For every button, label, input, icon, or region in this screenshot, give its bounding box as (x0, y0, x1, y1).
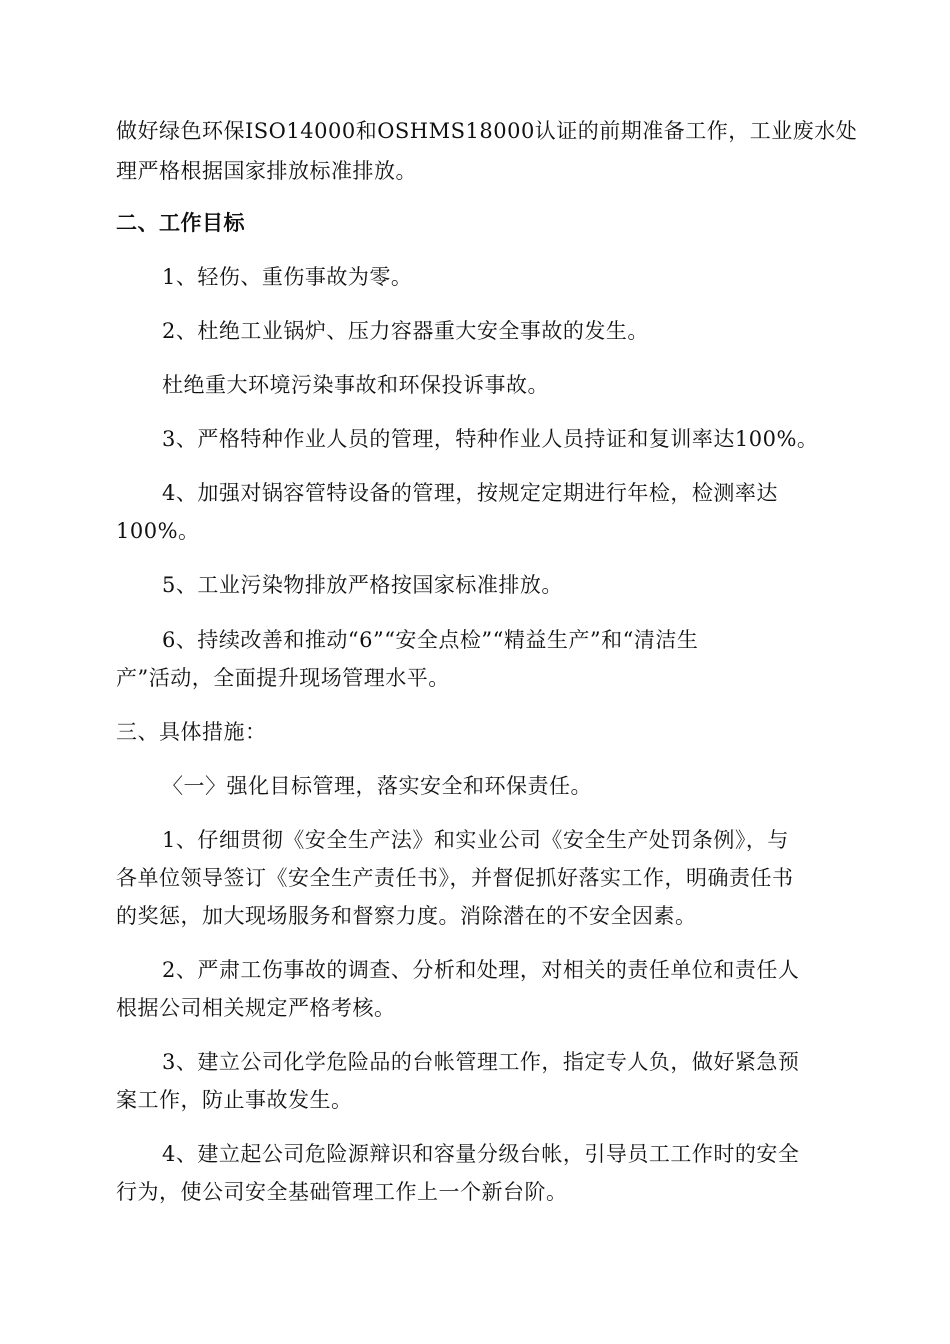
goal-item-6-line-2: 产”活动，全面提升现场管理水平。 (116, 666, 450, 690)
goal-item-5: 5、工业污染物排放严格按国家标准排放。 (162, 573, 563, 597)
section-heading-measures: 三、具体措施： (116, 720, 267, 744)
measures-subheading-1: 〈一〉强化目标管理，落实安全和环保责任。 (162, 774, 592, 798)
measure-2-line-2: 根据公司相关规定严格考核。 (116, 996, 396, 1020)
measure-4-line-1: 4、建立起公司危险源辩识和容量分级台帐，引导员工工作时的安全 (162, 1142, 800, 1166)
section-heading-goals: 二、工作目标 (116, 211, 245, 235)
intro-line-1: 做好绿色环保ISO14000和OSHMS18000认证的前期准备工作，工业废水处 (116, 119, 858, 143)
measure-2-line-1: 2、严肃工伤事故的调查、分析和处理，对相关的责任单位和责任人 (162, 958, 800, 982)
goal-item-2-continuation: 杜绝重大环境污染事故和环保投诉事故。 (162, 373, 549, 397)
measure-1-line-3: 的奖惩，加大现场服务和督察力度。消除潜在的不安全因素。 (116, 904, 697, 928)
measure-1-line-2: 各单位领导签订《安全生产责任书》，并督促抓好落实工作，明确责任书 (116, 866, 794, 890)
goal-item-6-line-1: 6、持续改善和推动“6”“安全点检”“精益生产”和“清洁生 (162, 628, 699, 652)
measure-4-line-2: 行为，使公司安全基础管理工作上一个新台阶。 (116, 1180, 568, 1204)
measure-1-line-1: 1、仔细贯彻《安全生产法》和实业公司《安全生产处罚条例》，与 (162, 828, 789, 852)
goal-item-3: 3、严格特种作业人员的管理，特种作业人员持证和复训率达100%。 (162, 427, 819, 451)
goal-item-4-line-1: 4、加强对锅容管特设备的管理，按规定定期进行年检，检测率达 (162, 481, 778, 505)
goal-item-2: 2、杜绝工业锅炉、压力容器重大安全事故的发生。 (162, 319, 649, 343)
intro-line-2: 理严格根据国家排放标准排放。 (116, 159, 417, 183)
goal-item-4-line-2: 100%。 (116, 519, 200, 543)
measure-3-line-2: 案工作，防止事故发生。 (116, 1088, 353, 1112)
measure-3-line-1: 3、建立公司化学危险品的台帐管理工作，指定专人负，做好紧急预 (162, 1050, 800, 1074)
goal-item-1: 1、轻伤、重伤事故为零。 (162, 265, 413, 289)
